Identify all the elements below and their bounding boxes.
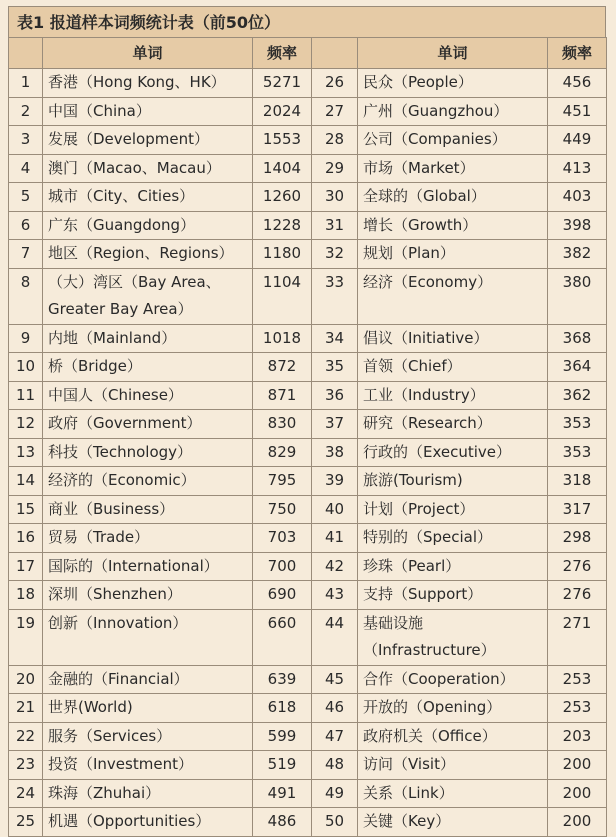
frequency-cell: 200 [548,808,607,837]
word-cell: 研究（Research） [358,410,548,439]
header-word-right: 单词 [358,38,548,69]
word-cell: 地区（Region、Regions） [43,240,253,269]
table-row [9,665,607,694]
table-body [9,69,607,837]
word-cell: 内地（Mainland） [43,324,253,353]
word-cell: 香港（Hong Kong、HK） [43,69,253,98]
word-cell: 支持（Support） [358,581,548,610]
word-cell: 工业（Industry） [358,381,548,410]
word-cell: 珠海（Zhuhai） [43,779,253,808]
rank-cell: 4 [9,154,43,183]
frequency-cell: 1180 [253,240,312,269]
frequency-cell: 5271 [253,69,312,98]
table-row [9,381,607,410]
table-row [9,268,607,324]
rank-cell: 42 [312,552,358,581]
table-row [9,552,607,581]
frequency-cell: 353 [548,438,607,467]
word-cell: 经济的（Economic） [43,467,253,496]
word-cell: 深圳（Shenzhen） [43,581,253,610]
frequency-cell: 1104 [253,268,312,324]
rank-cell: 13 [9,438,43,467]
frequency-cell: 449 [548,126,607,155]
table-row [9,438,607,467]
rank-cell: 27 [312,97,358,126]
rank-cell: 49 [312,779,358,808]
rank-cell: 19 [9,609,43,665]
word-cell: 投资（Investment） [43,751,253,780]
word-cell: 开放的（Opening） [358,694,548,723]
frequency-cell: 380 [548,268,607,324]
word-cell: 基础设施（Infrastructure） [358,609,548,665]
rank-cell: 26 [312,69,358,98]
table-row [9,240,607,269]
rank-cell: 44 [312,609,358,665]
rank-cell: 1 [9,69,43,98]
word-cell: 经济（Economy） [358,268,548,324]
frequency-cell: 413 [548,154,607,183]
rank-cell: 21 [9,694,43,723]
word-cell: 关键（Key） [358,808,548,837]
frequency-cell: 271 [548,609,607,665]
frequency-cell: 203 [548,722,607,751]
table-row [9,779,607,808]
rank-cell: 8 [9,268,43,324]
rank-cell: 24 [9,779,43,808]
rank-cell: 35 [312,353,358,382]
rank-cell: 28 [312,126,358,155]
word-cell: 金融的（Financial） [43,665,253,694]
rank-cell: 18 [9,581,43,610]
rank-cell: 41 [312,524,358,553]
frequency-cell: 200 [548,751,607,780]
rank-cell: 22 [9,722,43,751]
frequency-cell: 451 [548,97,607,126]
rank-cell: 7 [9,240,43,269]
header-freq-left: 频率 [253,38,312,69]
frequency-cell: 829 [253,438,312,467]
rank-cell: 47 [312,722,358,751]
rank-cell: 34 [312,324,358,353]
header-row [9,38,607,69]
frequency-cell: 403 [548,183,607,212]
frequency-cell: 276 [548,581,607,610]
rank-cell: 43 [312,581,358,610]
word-cell: （大）湾区（Bay Area、Greater Bay Area） [43,268,253,324]
table-row [9,722,607,751]
word-cell: 规划（Plan） [358,240,548,269]
frequency-cell: 276 [548,552,607,581]
word-cell: 机遇（Opportunities） [43,808,253,837]
frequency-cell: 1228 [253,211,312,240]
word-cell: 中国（China） [43,97,253,126]
word-cell: 增长（Growth） [358,211,548,240]
table-row [9,211,607,240]
frequency-cell: 1018 [253,324,312,353]
table-row [9,126,607,155]
frequency-cell: 872 [253,353,312,382]
rank-cell: 17 [9,552,43,581]
rank-cell: 32 [312,240,358,269]
frequency-cell: 690 [253,581,312,610]
frequency-cell: 750 [253,495,312,524]
word-cell: 行政的（Executive） [358,438,548,467]
frequency-cell: 700 [253,552,312,581]
frequency-cell: 795 [253,467,312,496]
rank-cell: 37 [312,410,358,439]
word-cell: 首领（Chief） [358,353,548,382]
word-cell: 贸易（Trade） [43,524,253,553]
word-cell: 广州（Guangzhou） [358,97,548,126]
word-cell: 科技（Technology） [43,438,253,467]
rank-cell: 46 [312,694,358,723]
frequency-cell: 830 [253,410,312,439]
frequency-cell: 1260 [253,183,312,212]
header-rank-left [9,38,43,69]
rank-cell: 2 [9,97,43,126]
word-cell: 中国人（Chinese） [43,381,253,410]
word-cell: 政府机关（Office） [358,722,548,751]
word-cell: 桥（Bridge） [43,353,253,382]
frequency-cell: 317 [548,495,607,524]
frequency-cell: 362 [548,381,607,410]
frequency-cell: 398 [548,211,607,240]
word-cell: 访问（Visit） [358,751,548,780]
rank-cell: 15 [9,495,43,524]
rank-cell: 29 [312,154,358,183]
table-row [9,69,607,98]
word-cell: 计划（Project） [358,495,548,524]
table-row [9,410,607,439]
frequency-cell: 660 [253,609,312,665]
word-cell: 商业（Business） [43,495,253,524]
word-cell: 民众（People） [358,69,548,98]
word-cell: 关系（Link） [358,779,548,808]
word-cell: 珍珠（Pearl） [358,552,548,581]
header-freq-right: 频率 [548,38,607,69]
rank-cell: 9 [9,324,43,353]
rank-cell: 12 [9,410,43,439]
rank-cell: 50 [312,808,358,837]
word-cell: 国际的（International） [43,552,253,581]
word-cell: 城市（City、Cities） [43,183,253,212]
rank-cell: 6 [9,211,43,240]
frequency-cell: 2024 [253,97,312,126]
table-row [9,183,607,212]
rank-cell: 5 [9,183,43,212]
table-row [9,97,607,126]
rank-cell: 33 [312,268,358,324]
rank-cell: 45 [312,665,358,694]
table-row [9,324,607,353]
rank-cell: 38 [312,438,358,467]
rank-cell: 3 [9,126,43,155]
frequency-cell: 639 [253,665,312,694]
frequency-cell: 456 [548,69,607,98]
frequency-cell: 1553 [253,126,312,155]
word-cell: 澳门（Macao、Macau） [43,154,253,183]
frequency-cell: 1404 [253,154,312,183]
rank-cell: 40 [312,495,358,524]
table-row [9,495,607,524]
frequency-cell: 599 [253,722,312,751]
word-cell: 全球的（Global） [358,183,548,212]
rank-cell: 39 [312,467,358,496]
frequency-cell: 618 [253,694,312,723]
table-row [9,524,607,553]
rank-cell: 23 [9,751,43,780]
table-title: 表1 报道样本词频统计表（前50位） [8,6,606,37]
frequency-cell: 703 [253,524,312,553]
rank-cell: 31 [312,211,358,240]
table-row [9,808,607,837]
table-row [9,694,607,723]
frequency-cell: 253 [548,694,607,723]
frequency-cell: 382 [548,240,607,269]
word-frequency-table-panel [8,6,606,828]
rank-cell: 10 [9,353,43,382]
word-cell: 政府（Government） [43,410,253,439]
rank-cell: 20 [9,665,43,694]
table-row [9,154,607,183]
rank-cell: 30 [312,183,358,212]
word-cell: 世界(World) [43,694,253,723]
table-row [9,467,607,496]
word-cell: 合作（Cooperation） [358,665,548,694]
word-cell: 旅游(Tourism) [358,467,548,496]
frequency-cell: 253 [548,665,607,694]
table-row [9,609,607,665]
frequency-cell: 871 [253,381,312,410]
word-frequency-table [8,37,607,837]
word-cell: 市场（Market） [358,154,548,183]
frequency-cell: 298 [548,524,607,553]
frequency-cell: 519 [253,751,312,780]
frequency-cell: 200 [548,779,607,808]
word-cell: 创新（Innovation） [43,609,253,665]
frequency-cell: 491 [253,779,312,808]
rank-cell: 36 [312,381,358,410]
frequency-cell: 486 [253,808,312,837]
table-row [9,353,607,382]
word-cell: 公司（Companies） [358,126,548,155]
word-cell: 服务（Services） [43,722,253,751]
word-cell: 发展（Development） [43,126,253,155]
rank-cell: 25 [9,808,43,837]
frequency-cell: 318 [548,467,607,496]
word-cell: 倡议（Initiative） [358,324,548,353]
header-word-left: 单词 [43,38,253,69]
word-cell: 特别的（Special） [358,524,548,553]
rank-cell: 48 [312,751,358,780]
word-cell: 广东（Guangdong） [43,211,253,240]
frequency-cell: 353 [548,410,607,439]
header-rank-right [312,38,358,69]
rank-cell: 14 [9,467,43,496]
rank-cell: 16 [9,524,43,553]
frequency-cell: 368 [548,324,607,353]
frequency-cell: 364 [548,353,607,382]
table-row [9,751,607,780]
table-row [9,581,607,610]
rank-cell: 11 [9,381,43,410]
